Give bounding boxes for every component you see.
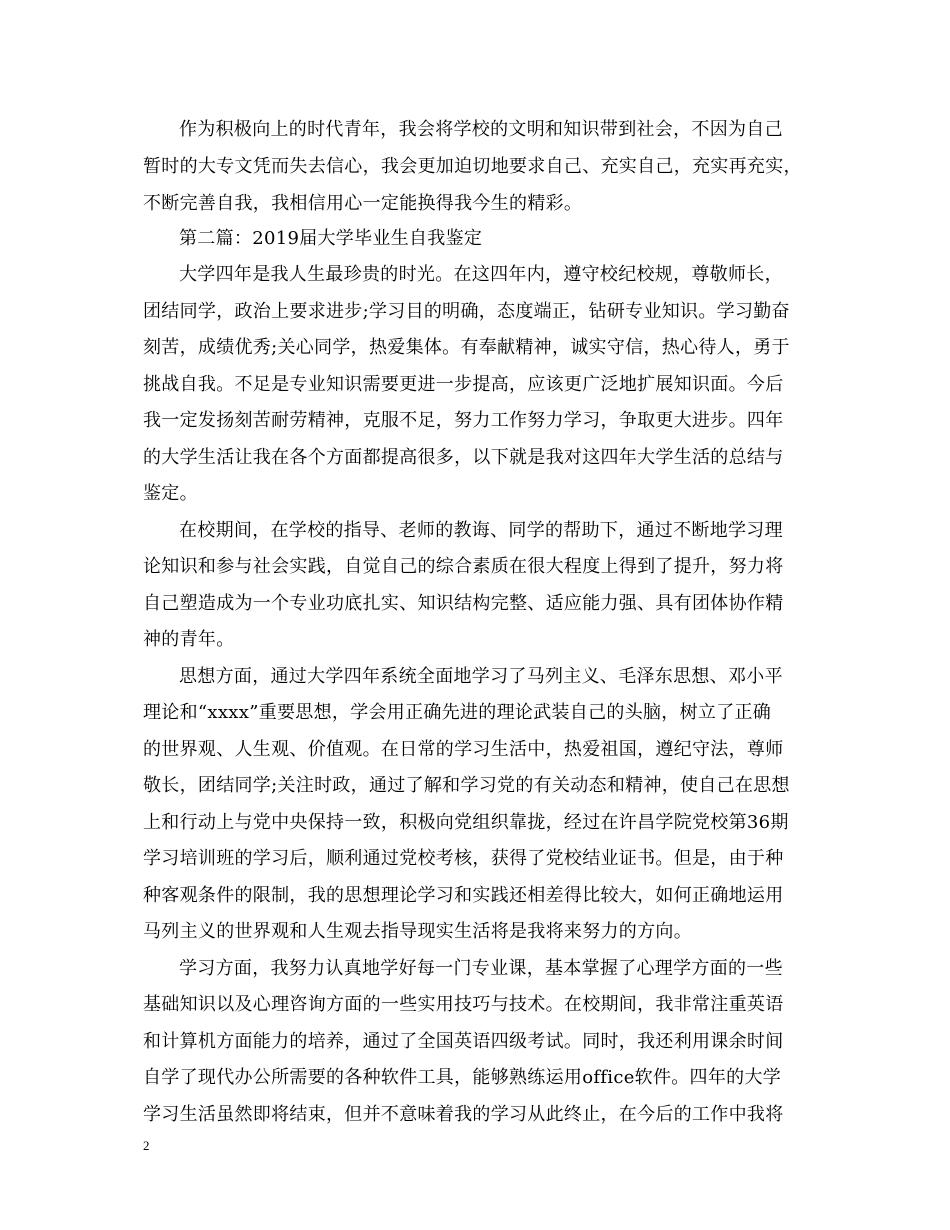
paragraph-3-line-6: 的大学生活让我在各个方面都提高很多，以下就是我对这四年大学生活的总结与 — [143, 447, 784, 468]
paragraph-5-line-2: 理论和“xxxx”重要思想，学会用正确先进的理论武装自己的头脑，树立了正确 — [143, 702, 772, 723]
paragraph-6-line-2: 基础知识以及心理咨询方面的一些实用技巧与技术。在校期间，我非常注重英语 — [143, 994, 784, 1015]
paragraph-3-line-2: 团结同学，政治上要求进步;学习目的明确，态度端正，钻研专业知识。学习勤奋 — [143, 301, 790, 322]
paragraph-3-line-1: 大学四年是我人生最珍贵的时光。在这四年内，遵守校纪校规，尊敬师长， — [179, 264, 783, 285]
paragraph-5-line-7: 种客观条件的限制，我的思想理论学习和实践还相差得比较大，如何正确地运用 — [143, 885, 784, 906]
paragraph-5-line-1: 思想方面，通过大学四年系统全面地学习了马列主义、毛泽东思想、邓小平 — [179, 666, 783, 687]
paragraph-5-line-5: 上和行动上与党中央保持一致，积极向党组织靠拢，经过在许昌学院党校第36期 — [143, 812, 789, 833]
paragraph-1-line-1: 作为积极向上的时代青年，我会将学校的文明和知识带到社会，不因为自己 — [179, 119, 783, 140]
paragraph-5-line-3: 的世界观、人生观、价值观。在日常的学习生活中，热爱祖国，遵纪守法，尊师 — [143, 739, 784, 760]
paragraph-3-line-4: 挑战自我。不足是专业知识需要更进一步提高，应该更广泛地扩展知识面。今后 — [143, 374, 784, 395]
paragraph-1-line-2: 暂时的大专文凭而失去信心，我会更加迫切地要求自己、充实自己，充实再充实， — [143, 156, 802, 177]
paragraph-6-line-1: 学习方面，我努力认真地学好每一门专业课，基本掌握了心理学方面的一些 — [179, 958, 783, 979]
paragraph-3-line-5: 我一定发扬刻苦耐劳精神，克服不足，努力工作努力学习，争取更大进步。四年 — [143, 410, 784, 431]
page-number: 2 — [143, 1138, 150, 1153]
paragraph-4-line-3: 自己塑造成为一个专业功底扎实、知识结构完整、适应能力强、具有团体协作精 — [143, 593, 784, 614]
paragraph-3-line-7: 鉴定。 — [143, 483, 198, 504]
paragraph-5-line-6: 学习培训班的学习后，顺利通过党校考核，获得了党校结业证书。但是，由于种 — [143, 848, 784, 869]
paragraph-6-line-5: 学习生活虽然即将结束，但并不意味着我的学习从此终止，在今后的工作中我将 — [143, 1104, 784, 1125]
section-heading: 第二篇：2019届大学毕业生自我鉴定 — [179, 228, 483, 249]
paragraph-3-line-3: 刻苦，成绩优秀;关心同学，热爱集体。有奉献精神，诚实守信，热心待人，勇于 — [143, 337, 790, 358]
paragraph-4-line-1: 在校期间，在学校的指导、老师的教诲、同学的帮助下，通过不断地学习理 — [179, 520, 783, 541]
paragraph-4-line-4: 神的青年。 — [143, 629, 235, 650]
paragraph-5-line-8: 马列主义的世界观和人生观去指导现实生活将是我将来努力的方向。 — [143, 921, 692, 942]
paragraph-6-line-4: 自学了现代办公所需要的各种软件工具，能够熟练运用office软件。四年的大学 — [143, 1067, 782, 1088]
paragraph-5-line-4: 敬长，团结同学;关注时政，通过了解和学习党的有关动态和精神，使自己在思想 — [143, 775, 790, 796]
paragraph-4-line-2: 论知识和参与社会实践，自觉自己的综合素质在很大程度上得到了提升，努力将 — [143, 556, 784, 577]
paragraph-6-line-3: 和计算机方面能力的培养，通过了全国英语四级考试。同时，我还利用课余时间 — [143, 1031, 784, 1052]
paragraph-1-line-3: 不断完善自我，我相信用心一定能换得我今生的精彩。 — [143, 193, 583, 214]
